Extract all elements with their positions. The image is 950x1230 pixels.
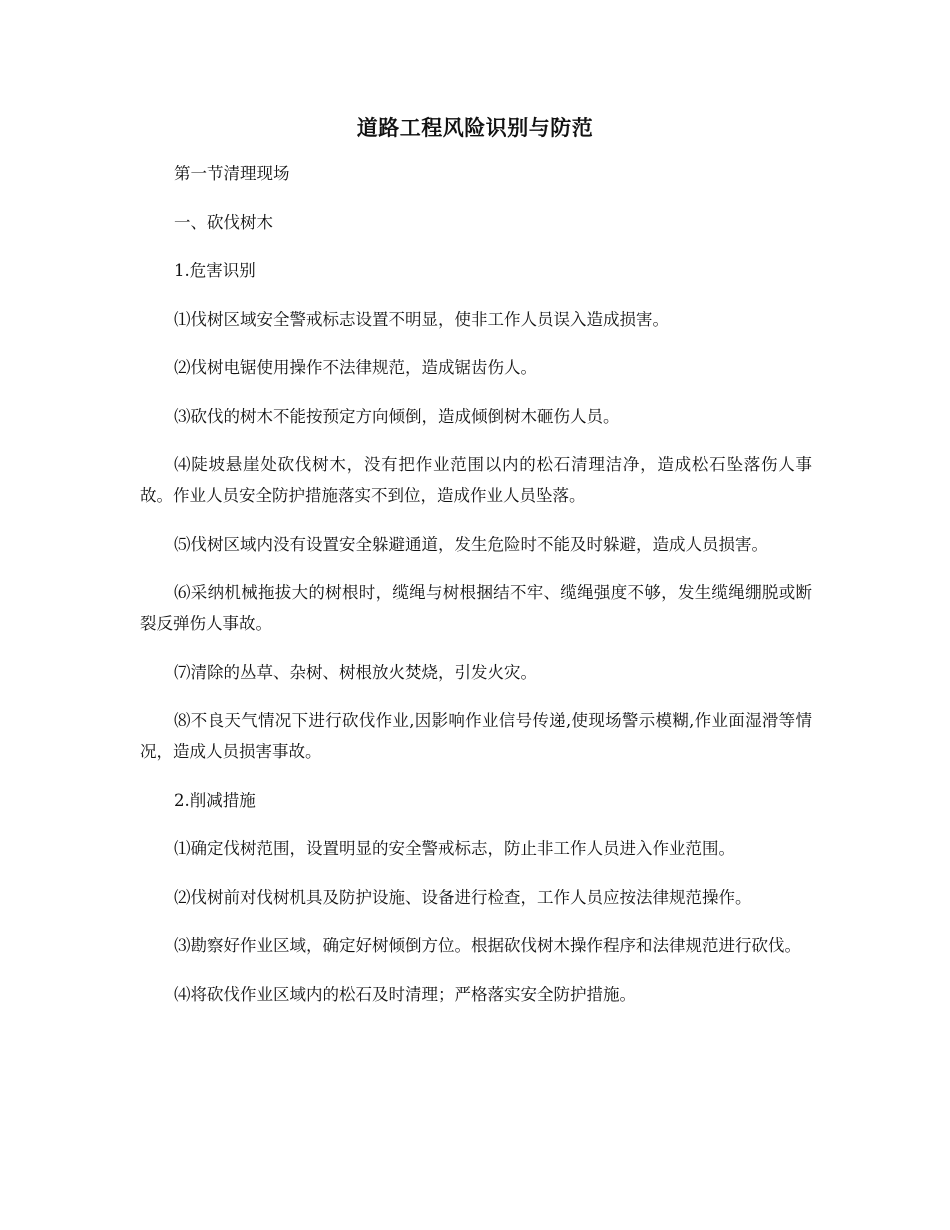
subsection-heading: 一、砍伐树木 <box>174 212 273 232</box>
measure-item-3: ⑶勘察好作业区域，确定好树倾倒方位。根据砍伐树木操作程序和法律规范进行砍伐。 <box>174 936 801 955</box>
document-body <box>140 158 812 1027</box>
hazard-item-8: ⑻不良天气情况下进行砍伐作业,因影响作业信号传递,使现场警示模糊,作业面湿滑等情况，造成人员损害事故。 <box>140 711 812 761</box>
measure-item-2: ⑵伐树前对伐树机具及防护设施、设备进行检查，工作人员应按法律规范操作。 <box>174 887 752 907</box>
measure-item-1: ⑴确定伐树范围，设置明显的安全警戒标志，防止非工作人员进入作业范围。 <box>174 839 735 858</box>
hazard-item-5: ⑸伐树区域内没有设置安全躲避通道，发生危险时不能及时躲避，造成人员损害。 <box>174 534 768 554</box>
hazard-item-6: ⑹采纳机械拖拔大的树根时，缆绳与树根捆结不牢、缆绳强度不够，发生缆绳绷脱或断裂反弹伤人事故。 <box>140 583 812 633</box>
item-heading-hazard-identification: 1.危害识别 <box>174 261 256 280</box>
hazard-item-4: ⑷陡坡悬崖处砍伐树木，没有把作业范围以内的松石清理洁净，造成松石坠落伤人事故。作业人员安全防护措施落实不到位，造成作业人员坠落。 <box>140 455 812 505</box>
document-title: 道路工程风险识别与防范 <box>356 115 594 140</box>
measure-item-4: ⑷将砍伐作业区域内的松石及时清理；严格落实安全防护措施。 <box>174 984 636 1004</box>
section-heading: 第一节清理现场 <box>174 164 290 183</box>
hazard-item-3: ⑶砍伐的树木不能按预定方向倾倒，造成倾倒树木砸伤人员。 <box>174 406 620 426</box>
hazard-item-7: ⑺清除的丛草、杂树、树根放火焚烧，引发火灾。 <box>174 662 537 682</box>
hazard-item-2: ⑵伐树电锯使用操作不法律规范，造成锯齿伤人。 <box>174 358 537 377</box>
item-heading-mitigation-measures: 2.削减措施 <box>174 790 256 810</box>
hazard-item-1: ⑴伐树区域安全警戒标志设置不明显，使非工作人员误入造成损害。 <box>174 309 669 329</box>
